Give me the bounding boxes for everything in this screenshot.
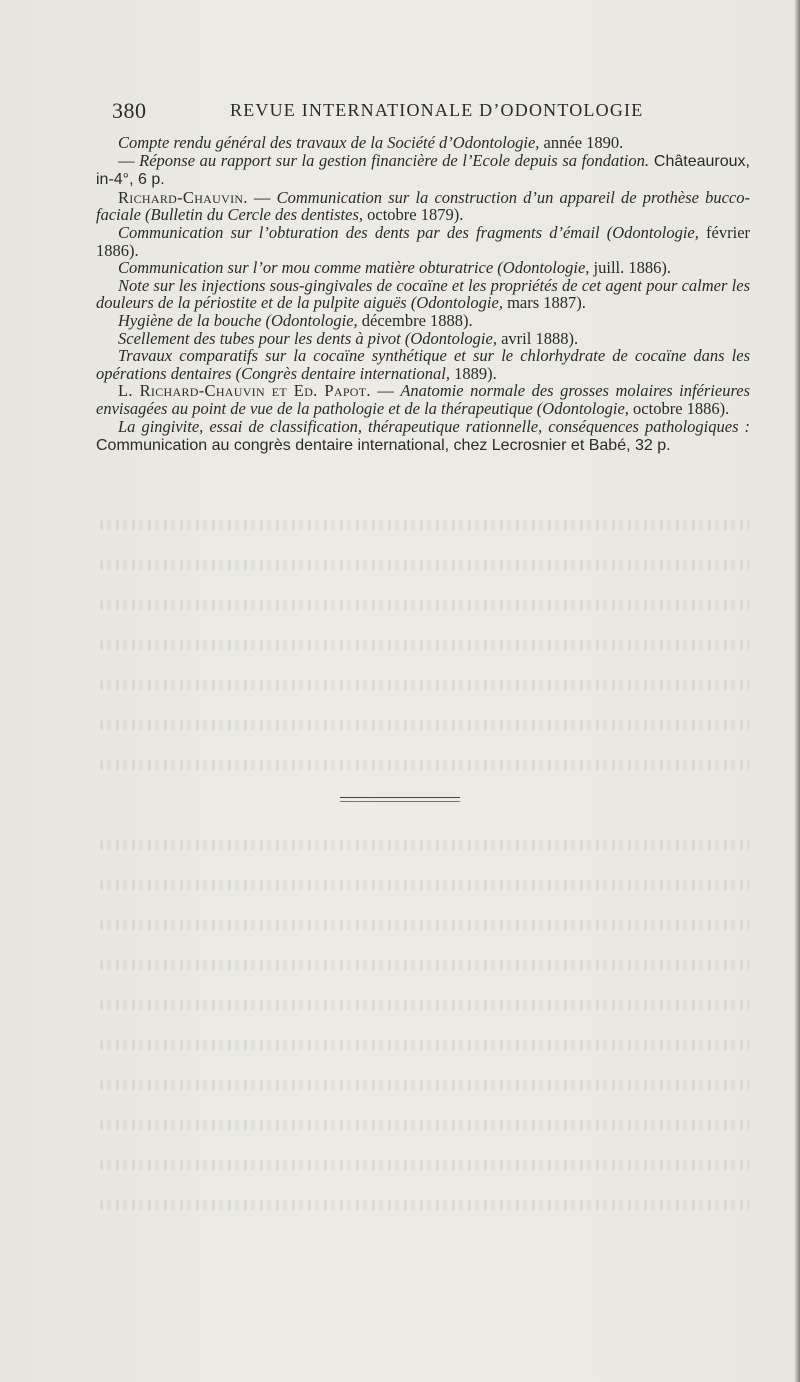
show-through-texture	[100, 920, 750, 930]
entry-detail: décembre 1888).	[357, 310, 473, 330]
show-through-texture	[100, 1160, 750, 1170]
bibliography-entry	[96, 330, 750, 348]
section-divider	[340, 797, 460, 798]
entry-title: Compte rendu général des travaux de la Société d’Odontologie,	[118, 133, 540, 152]
page-header	[112, 98, 748, 126]
show-through-texture	[100, 760, 750, 770]
entry-detail: 1889).	[449, 363, 497, 383]
show-through-texture	[100, 880, 750, 890]
entry-detail: octobre 1879).	[363, 205, 464, 225]
show-through-texture	[100, 1080, 750, 1090]
entry-detail: juill. 1886).	[589, 258, 672, 278]
bibliography-entry	[96, 418, 750, 455]
bibliography-entry	[96, 189, 750, 224]
entry-title: Communication sur l’or mou comme matière obturatrice (Odontologie,	[118, 258, 590, 278]
bibliography-entry	[96, 382, 750, 417]
entry-detail: année 1890.	[539, 133, 624, 152]
entry-title: Anatomie normale des grosses molaires inférieures envisagées au point de vue de la pathologie et de la thérapeutique (Odontologie,	[96, 381, 750, 418]
page-number: 380	[112, 98, 147, 123]
entry-detail: Communication au congrès dentaire international, chez Lecrosnier et Babé, 32 p.	[96, 437, 671, 455]
entry-detail: octobre 1886).	[628, 398, 730, 418]
show-through-texture	[100, 1040, 750, 1050]
bibliography-entry	[96, 152, 750, 189]
bibliography-entry	[96, 224, 750, 259]
show-through-texture	[100, 600, 750, 610]
show-through-texture	[100, 960, 750, 970]
show-through-texture	[100, 680, 750, 690]
show-through-texture	[100, 840, 750, 850]
bibliography-entry	[96, 347, 750, 382]
section-divider	[340, 801, 460, 802]
page-edge-shadow	[794, 0, 800, 1382]
entry-dash: —	[118, 150, 140, 170]
bibliography-entry	[96, 277, 750, 312]
entry-title: Note sur les injections sous-gingivales de cocaïne et les propriétés de cet agent pour calmer les douleurs de la périostite et de la pulpite aiguës (Odontologie,	[96, 275, 750, 313]
entry-title: La gingivite, essai de classification, thérapeutique rationnelle, conséquences pathologiques :	[118, 416, 750, 436]
show-through-texture	[100, 1120, 750, 1130]
entry-detail: février 1886).	[96, 222, 751, 260]
bibliography-list	[96, 134, 750, 455]
show-through-texture	[100, 1000, 750, 1010]
bibliography-entry	[96, 134, 750, 152]
entry-title: Communication sur l’obturation des dents par des fragments d’émail (Odontologie,	[118, 222, 699, 242]
show-through-texture	[100, 640, 750, 650]
entry-detail: mars 1887).	[502, 293, 586, 313]
bibliography-entry	[96, 312, 750, 330]
entry-title: Scellement des tubes pour les dents à pivot (Odontologie,	[118, 328, 497, 348]
show-through-texture	[100, 720, 750, 730]
entry-author: Richard-Chauvin.	[118, 187, 248, 207]
running-title: REVUE INTERNATIONALE D’ODONTOLOGIE	[230, 100, 644, 120]
show-through-texture	[100, 1200, 750, 1210]
entry-title: Hygiène de la bouche (Odontologie,	[118, 310, 358, 330]
show-through-texture	[100, 520, 750, 530]
entry-dash: —	[370, 381, 401, 401]
bibliography-entry	[96, 259, 750, 277]
entry-title: Communication sur la construction d’un appareil de prothèse bucco-faciale (Bulletin du Cercle des dentistes,	[96, 187, 751, 225]
show-through-texture	[100, 560, 750, 570]
entry-title: Travaux comparatifs sur la cocaïne synthétique et sur le chlorhydrate de cocaïne dans les opérations dentaires (Congrès dentaire international,	[96, 346, 750, 383]
entry-detail: Châteauroux, in-4°, 6 p.	[96, 152, 750, 189]
entry-detail: avril 1888).	[496, 328, 579, 348]
entry-dash: —	[247, 187, 277, 207]
entry-title: Réponse au rapport sur la gestion financière de l’Ecole depuis sa fondation.	[139, 150, 649, 170]
entry-author: L. Richard-Chauvin et Ed. Papot.	[118, 381, 371, 401]
